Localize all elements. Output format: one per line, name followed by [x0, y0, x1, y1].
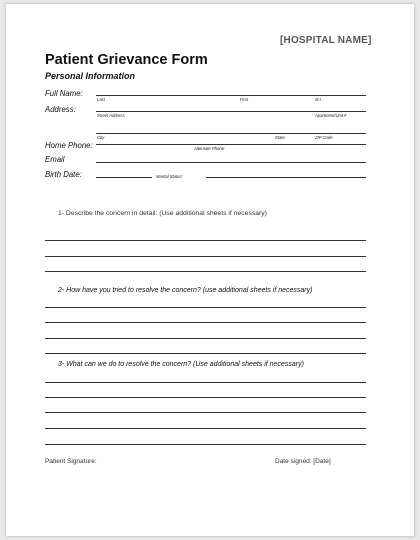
answer-line[interactable]: [45, 444, 366, 445]
hint-last: Last: [97, 97, 105, 102]
street-line[interactable]: [96, 111, 366, 112]
birth-date-line[interactable]: [96, 177, 152, 178]
full-name-label: Full Name:: [45, 89, 83, 98]
answer-line[interactable]: [45, 322, 366, 323]
marital-status-line[interactable]: [206, 177, 366, 178]
email-line[interactable]: [96, 162, 366, 163]
hint-mi: M.I.: [315, 97, 322, 102]
answer-line[interactable]: [45, 240, 366, 241]
patient-signature-label: Patient Signature:: [45, 458, 97, 465]
date-signed-label: Date signed: [Date]: [275, 458, 331, 465]
answer-line[interactable]: [45, 397, 366, 398]
hint-state: State: [275, 135, 285, 140]
email-label: Email: [45, 155, 65, 164]
answer-line[interactable]: [45, 382, 366, 383]
city-line[interactable]: [96, 133, 366, 134]
hint-alternate-phone: Alternate Phone:: [194, 146, 226, 151]
answer-line[interactable]: [45, 338, 366, 339]
section-title: Personal Information: [45, 71, 136, 81]
home-phone-line[interactable]: [96, 144, 366, 145]
answer-line[interactable]: [45, 428, 366, 429]
question-1: 1- Describe the concern in detail: (Use additional sheets if necessary): [58, 210, 267, 217]
question-2: 2- How have you tried to resolve the concern? (use additional sheets if necessary): [58, 287, 313, 294]
answer-line[interactable]: [45, 353, 366, 354]
hint-marital-status: Marital Status:: [156, 174, 183, 179]
hint-first: First: [240, 97, 249, 102]
answer-line[interactable]: [45, 307, 366, 308]
address-label: Address:: [45, 105, 76, 114]
hint-apartment: Apartment/Unit #: [315, 113, 347, 118]
form-title: Patient Grievance Form: [45, 52, 208, 68]
question-3: 3- What can we do to resolve the concern? (Use additional sheets if necessary): [58, 361, 304, 368]
full-name-line[interactable]: [96, 95, 366, 96]
answer-line[interactable]: [45, 256, 366, 257]
hospital-name: [HOSPITAL NAME]: [280, 35, 372, 46]
hint-street: Street Address: [97, 113, 125, 118]
form-page: [6, 4, 414, 536]
hint-city: City: [97, 135, 105, 140]
answer-line[interactable]: [45, 412, 366, 413]
birth-date-label: Birth Date:: [45, 170, 82, 179]
answer-line[interactable]: [45, 271, 366, 272]
hint-zip: ZIP Code: [315, 135, 333, 140]
home-phone-label: Home Phone:: [45, 141, 93, 150]
